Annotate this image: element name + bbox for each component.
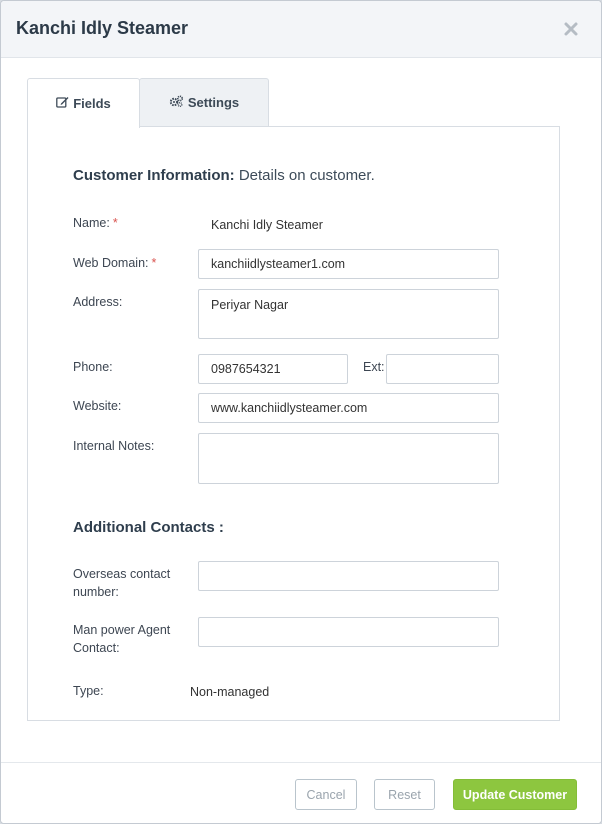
required-mark: *	[112, 216, 118, 230]
type-label: Type:	[73, 684, 104, 698]
dialog-title: Kanchi Idly Steamer	[16, 18, 189, 38]
customer-info-heading	[73, 167, 375, 184]
phone-label: Phone:	[73, 360, 113, 374]
web-domain-label-text: Web Domain:	[73, 256, 149, 270]
ext-label: Ext:	[363, 360, 385, 374]
web-domain-label	[73, 254, 156, 272]
dialog-header	[1, 1, 601, 58]
address-label: Address:	[73, 295, 123, 309]
phone-input[interactable]	[198, 354, 348, 384]
website-label: Website:	[73, 399, 122, 413]
overseas-contact-label: Overseas contact number:	[73, 567, 171, 599]
tab-settings[interactable]	[139, 78, 269, 127]
customer-info-title: Customer Information:	[73, 167, 235, 184]
tab-fields-label: Fields	[73, 96, 111, 111]
manpower-agent-input[interactable]	[198, 617, 499, 647]
name-label	[73, 214, 118, 232]
gears-icon	[169, 95, 188, 110]
required-mark: *	[151, 256, 157, 270]
edit-icon	[56, 96, 73, 111]
tab-fields[interactable]	[27, 78, 140, 128]
internal-notes-textarea[interactable]	[198, 433, 499, 484]
name-label-text: Name:	[73, 216, 110, 230]
update-customer-button[interactable]: Update Customer	[453, 779, 577, 810]
ext-input[interactable]	[386, 354, 499, 384]
additional-contacts-heading	[73, 519, 224, 536]
name-value: Kanchi Idly Steamer	[211, 218, 323, 232]
manpower-agent-label: Man power Agent Contact:	[73, 623, 171, 655]
customer-info-description: Details on customer.	[238, 167, 375, 184]
cancel-button[interactable]: Cancel	[295, 779, 357, 810]
dialog-body	[1, 58, 601, 762]
fields-panel	[27, 126, 560, 721]
dialog-footer	[1, 762, 601, 824]
reset-button[interactable]: Reset	[374, 779, 435, 810]
website-input[interactable]	[198, 393, 499, 423]
additional-contacts-title: Additional Contacts :	[73, 519, 224, 536]
close-icon[interactable]	[563, 21, 581, 39]
address-textarea[interactable]	[198, 289, 499, 339]
overseas-contact-input[interactable]	[198, 561, 499, 591]
tab-settings-label: Settings	[187, 95, 240, 110]
type-value: Non-managed	[190, 685, 270, 699]
tab-bar	[27, 78, 560, 128]
internal-notes-label: Internal Notes:	[73, 439, 155, 453]
web-domain-input[interactable]	[198, 249, 499, 279]
